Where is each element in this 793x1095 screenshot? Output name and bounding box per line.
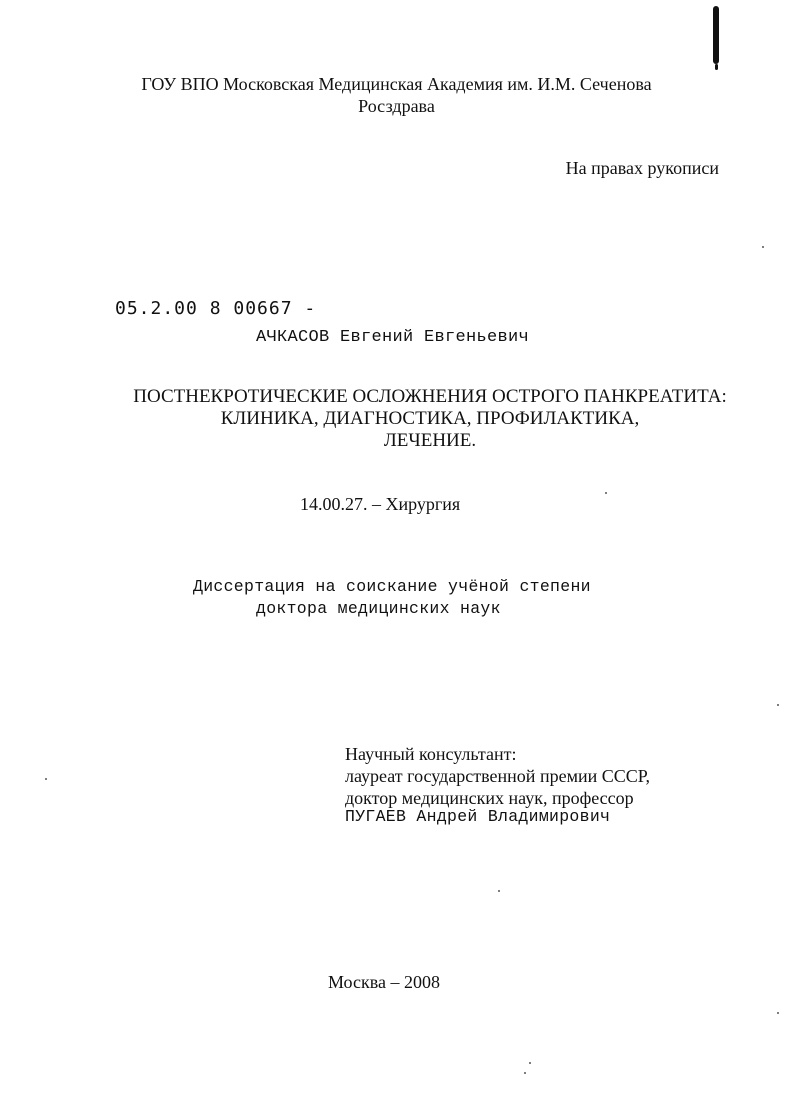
dissertation-title bbox=[110, 386, 750, 452]
scan-speck bbox=[45, 778, 47, 780]
archive-stamp: 05.2.00 8 00667 - bbox=[115, 298, 317, 319]
title-line-1: ПОСТНЕКРОТИЧЕСКИЕ ОСЛОЖНЕНИЯ ОСТРОГО ПАНКРЕАТИТА: bbox=[133, 386, 727, 407]
author-name: АЧКАСОВ Евгений Евгеньевич bbox=[256, 328, 530, 347]
specialty-code: 14.00.27. – Хирургия bbox=[300, 494, 461, 514]
scan-artifact-mark bbox=[715, 64, 718, 70]
consultant-degree: доктор медицинских наук, профессор bbox=[345, 788, 634, 808]
title-line-2: КЛИНИКА, ДИАГНОСТИКА, ПРОФИЛАКТИКА, bbox=[220, 407, 640, 429]
consultant-name: ПУГАЕВ Андрей Владимирович bbox=[345, 807, 611, 826]
degree-line-2: доктора медицинских наук bbox=[256, 599, 501, 618]
scan-speck bbox=[524, 1072, 526, 1074]
rights-note: На правах рукописи bbox=[565, 158, 719, 178]
scan-speck bbox=[498, 890, 500, 892]
consultant-award: лауреат государственной премии СССР, bbox=[345, 766, 650, 786]
scan-speck bbox=[777, 1012, 779, 1014]
scan-speck bbox=[777, 704, 779, 706]
institution-line-1: ГОУ ВПО Московская Медицинская Академия им. И.М. Сеченова bbox=[141, 74, 652, 94]
scan-speck bbox=[605, 492, 607, 494]
institution-line-2: Росздрава bbox=[358, 96, 435, 116]
scan-speck bbox=[762, 246, 764, 248]
consultant-label: Научный консультант: bbox=[345, 744, 517, 764]
title-line-3: ЛЕЧЕНИЕ. bbox=[383, 429, 477, 451]
scan-speck bbox=[529, 1062, 531, 1064]
degree-line-1: Диссертация на соискание учёной степени bbox=[193, 577, 591, 596]
city-year: Москва – 2008 bbox=[328, 972, 440, 992]
scan-artifact-mark bbox=[713, 6, 719, 64]
